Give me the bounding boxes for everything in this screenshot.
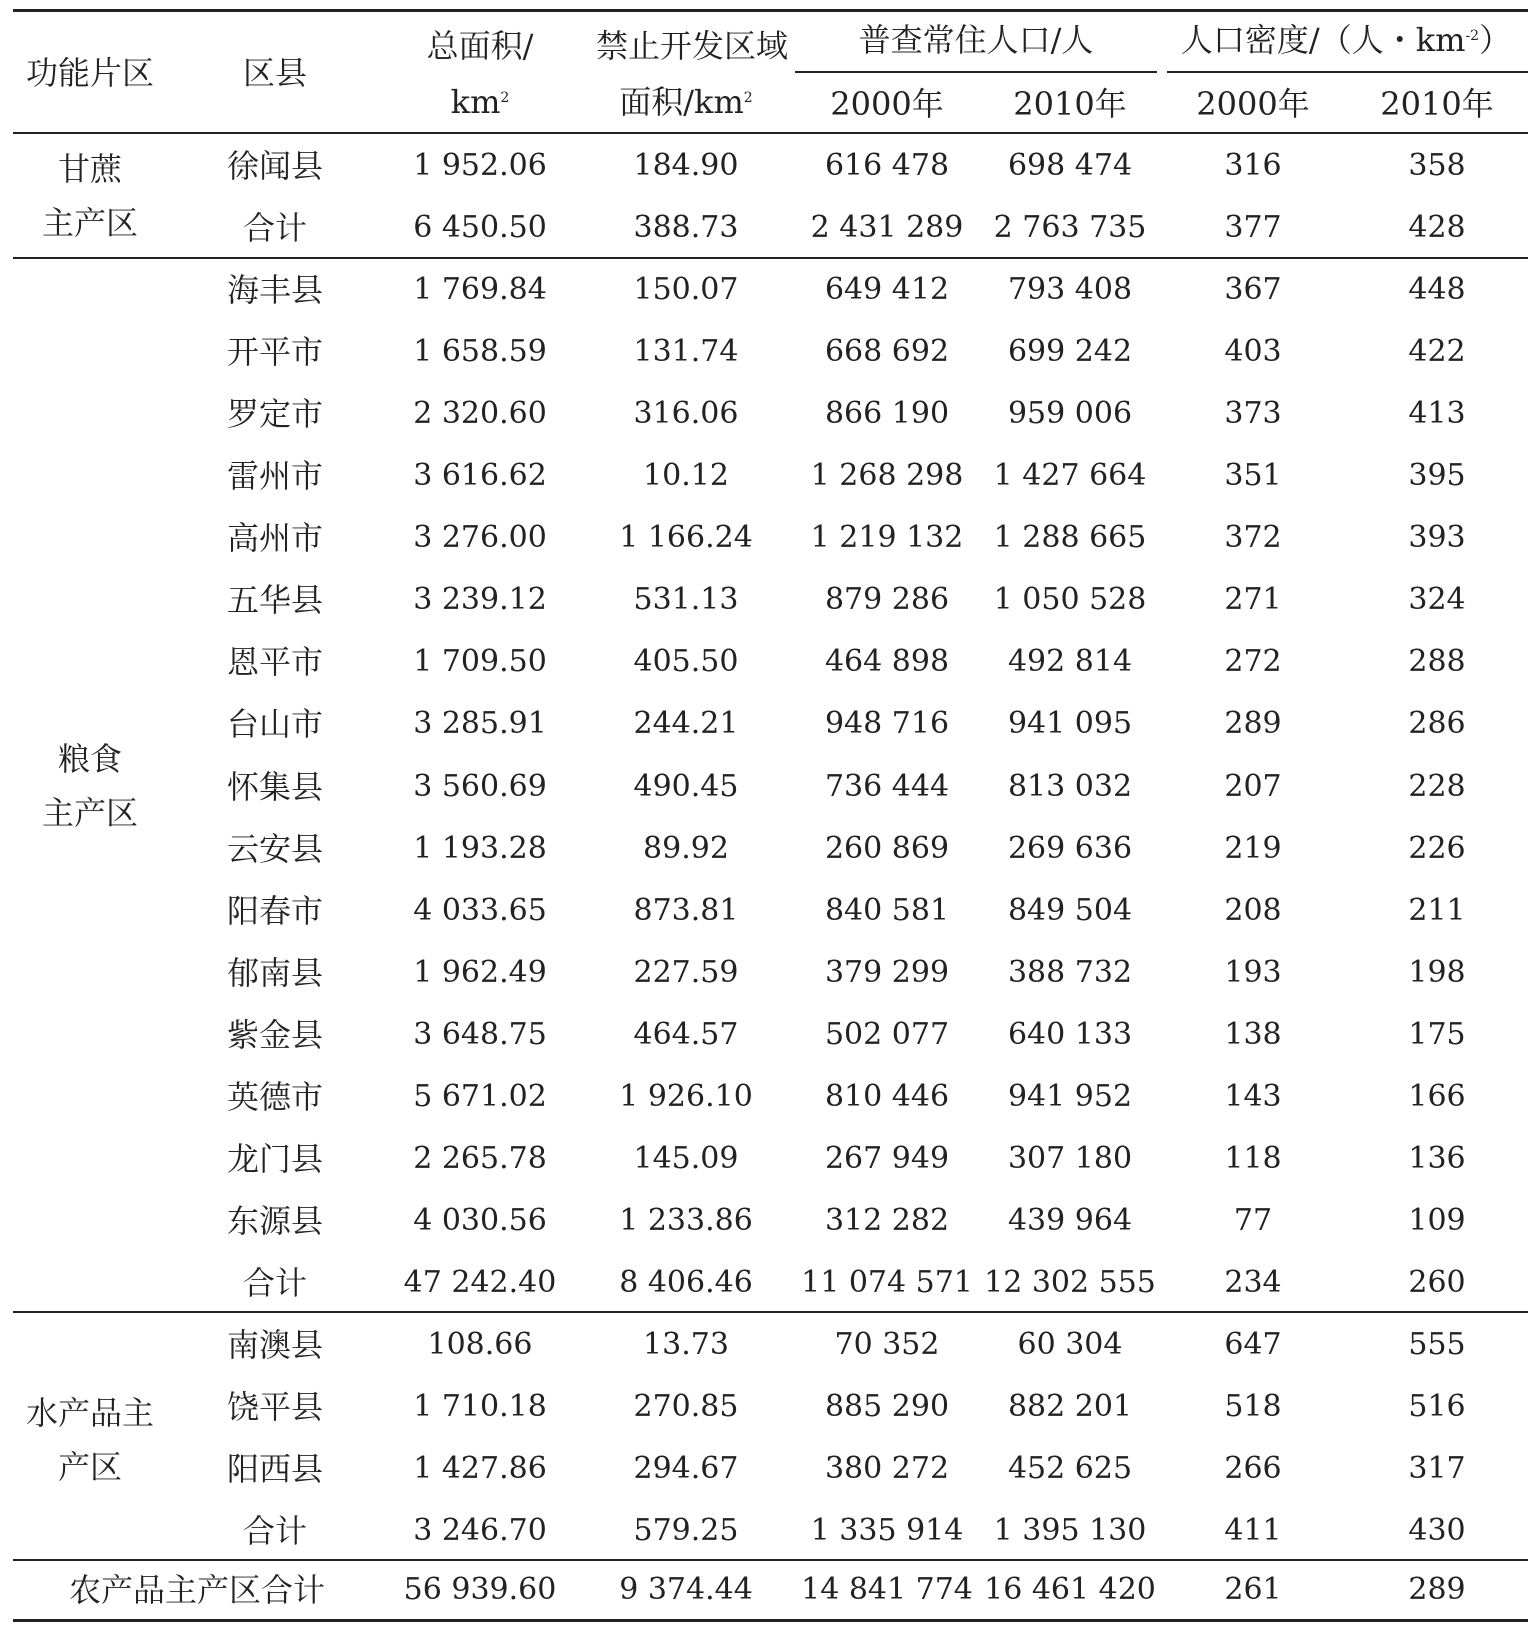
cell-total-area: 3 246.70 — [413, 1513, 547, 1548]
cell-density-2000: 266 — [1224, 1451, 1282, 1486]
cell-prohibited-area: 873.81 — [633, 893, 739, 928]
grand-total-density-2000: 261 — [1224, 1572, 1282, 1607]
cell-density-2010: 358 — [1408, 148, 1466, 183]
header-total-area-unit — [390, 84, 570, 120]
cell-pop-2010: 492 814 — [1007, 644, 1133, 679]
grand-total-area: 56 939.60 — [403, 1572, 557, 1607]
header-pop-2000: 2000年 — [830, 85, 944, 123]
cell-prohibited-area: 1 926.10 — [619, 1079, 753, 1114]
header-population: 普查常住人口/人 — [858, 21, 1094, 59]
cell-density-2000: 272 — [1224, 644, 1282, 679]
cell-pop-2000: 810 446 — [824, 1079, 950, 1114]
header-total-area-unit-text: km — [450, 83, 501, 121]
header-pop-2010: 2010年 — [1013, 85, 1127, 123]
cell-density-2010: 228 — [1408, 769, 1466, 804]
cell-density-2000: 143 — [1224, 1079, 1282, 1114]
grand-total-pop-2010: 16 461 420 — [984, 1572, 1156, 1607]
header-total-area-sup: 2 — [500, 90, 510, 106]
cell-pop-2000: 502 077 — [824, 1017, 950, 1052]
cell-total-area: 47 242.40 — [403, 1265, 557, 1300]
cell-total-area: 4 033.65 — [413, 893, 547, 928]
cell-density-2010: 286 — [1408, 706, 1466, 741]
cell-pop-2010: 793 408 — [1007, 272, 1133, 307]
cell-pop-2010: 2 763 735 — [993, 210, 1147, 245]
cell-county: 罗定市 — [226, 395, 323, 433]
cell-pop-2010: 12 302 555 — [984, 1265, 1156, 1300]
cell-total-area: 5 671.02 — [413, 1079, 547, 1114]
cell-county: 郁南县 — [226, 954, 323, 992]
grand-total-label: 农产品主产区合计 — [68, 1571, 325, 1609]
cell-pop-2010: 941 952 — [1007, 1079, 1133, 1114]
cell-density-2010: 136 — [1408, 1141, 1466, 1176]
cell-density-2010: 324 — [1408, 582, 1466, 617]
cell-county: 开平市 — [226, 333, 323, 371]
header-density-2000: 2000年 — [1196, 85, 1310, 123]
cell-density-2000: 411 — [1224, 1513, 1282, 1548]
cell-total-area: 6 450.50 — [413, 210, 547, 245]
cell-density-2010: 428 — [1408, 210, 1466, 245]
cell-density-2010: 260 — [1408, 1265, 1466, 1300]
cell-pop-2010: 388 732 — [1007, 955, 1133, 990]
cell-total-area: 2 265.78 — [413, 1141, 547, 1176]
group1-rule — [13, 257, 1528, 259]
cell-county: 紫金县 — [226, 1016, 323, 1054]
header-rule — [13, 132, 1528, 134]
grand-total-density-2010: 289 — [1408, 1572, 1466, 1607]
header-total-area — [390, 28, 570, 64]
group2-rule — [13, 1311, 1528, 1313]
cell-density-2010: 175 — [1408, 1017, 1466, 1052]
cell-density-2000: 138 — [1224, 1017, 1282, 1052]
cell-county: 南澳县 — [226, 1326, 323, 1364]
cell-total-area: 1 769.84 — [413, 272, 547, 307]
cell-pop-2000: 464 898 — [824, 644, 950, 679]
cell-pop-2000: 1 219 132 — [810, 520, 964, 555]
cell-total-area: 3 285.91 — [413, 706, 547, 741]
cell-county: 怀集县 — [226, 768, 323, 806]
cell-pop-2010: 452 625 — [1007, 1451, 1133, 1486]
cell-pop-2010: 698 474 — [1007, 148, 1133, 183]
cell-density-2010: 226 — [1408, 831, 1466, 866]
cell-density-2000: 367 — [1224, 272, 1282, 307]
cell-density-2010: 109 — [1408, 1203, 1466, 1238]
cell-prohibited-area: 89.92 — [643, 831, 729, 866]
cell-prohibited-area: 531.13 — [633, 582, 739, 617]
cell-pop-2000: 736 444 — [824, 769, 950, 804]
cell-pop-2000: 879 286 — [824, 582, 950, 617]
cell-county: 阳春市 — [226, 892, 323, 930]
cell-pop-2000: 1 335 914 — [810, 1513, 964, 1548]
cell-density-2010: 516 — [1408, 1389, 1466, 1424]
cell-pop-2000: 948 716 — [824, 706, 950, 741]
group-label-aquatic: 水产品主 产区 — [25, 1394, 154, 1486]
cell-density-2000: 403 — [1224, 334, 1282, 369]
cell-pop-2000: 380 272 — [824, 1451, 950, 1486]
cell-pop-2000: 267 949 — [824, 1141, 950, 1176]
cell-pop-2010: 849 504 — [1007, 893, 1133, 928]
header-density-label: 人口密度/（人・km — [1180, 21, 1466, 59]
cell-total-area: 1 710.18 — [413, 1389, 547, 1424]
cell-density-2000: 647 — [1224, 1327, 1282, 1362]
grand-total-pop-2000: 14 841 774 — [801, 1572, 973, 1607]
cell-pop-2010: 699 242 — [1007, 334, 1133, 369]
cell-density-2000: 234 — [1224, 1265, 1282, 1300]
cell-density-2000: 373 — [1224, 396, 1282, 431]
cell-prohibited-area: 13.73 — [643, 1327, 729, 1362]
cell-county: 饶平县 — [226, 1388, 323, 1426]
cell-county: 合计 — [242, 1264, 307, 1302]
cell-density-2000: 351 — [1224, 458, 1282, 493]
cell-prohibited-area: 490.45 — [633, 769, 739, 804]
cell-prohibited-area: 184.90 — [633, 148, 739, 183]
grand-total-prohibited: 9 374.44 — [619, 1572, 753, 1607]
cell-density-2000: 77 — [1233, 1203, 1273, 1238]
cell-pop-2010: 1 050 528 — [993, 582, 1147, 617]
cell-density-2000: 518 — [1224, 1389, 1282, 1424]
cell-total-area: 3 648.75 — [413, 1017, 547, 1052]
cell-total-area: 1 193.28 — [413, 831, 547, 866]
group3-rule — [13, 1559, 1528, 1561]
cell-prohibited-area: 10.12 — [643, 458, 729, 493]
cell-pop-2010: 1 288 665 — [993, 520, 1147, 555]
cell-county: 台山市 — [226, 705, 323, 743]
header-county: 区县 — [242, 54, 307, 92]
cell-density-2000: 219 — [1224, 831, 1282, 866]
cell-total-area: 1 658.59 — [413, 334, 547, 369]
cell-pop-2000: 649 412 — [824, 272, 950, 307]
population-subrule — [795, 71, 1157, 73]
header-density-sup: -2 — [1465, 28, 1480, 44]
cell-pop-2000: 379 299 — [824, 955, 950, 990]
group-label-grain: 粮食 主产区 — [41, 740, 138, 832]
cell-prohibited-area: 270.85 — [633, 1389, 739, 1424]
cell-prohibited-area: 388.73 — [633, 210, 739, 245]
cell-prohibited-area: 244.21 — [633, 706, 739, 741]
cell-county: 徐闻县 — [226, 147, 323, 185]
cell-county: 阳西县 — [226, 1450, 323, 1488]
cell-prohibited-area: 294.67 — [633, 1451, 739, 1486]
density-subrule — [1167, 71, 1528, 73]
cell-pop-2000: 2 431 289 — [810, 210, 964, 245]
cell-total-area: 108.66 — [427, 1327, 533, 1362]
cell-density-2010: 166 — [1408, 1079, 1466, 1114]
cell-density-2010: 288 — [1408, 644, 1466, 679]
cell-prohibited-area: 1 233.86 — [619, 1203, 753, 1238]
cell-county: 高州市 — [226, 519, 323, 557]
header-density-close: ） — [1479, 21, 1512, 59]
cell-density-2000: 271 — [1224, 582, 1282, 617]
cell-pop-2000: 70 352 — [834, 1327, 940, 1362]
cell-density-2000: 316 — [1224, 148, 1282, 183]
cell-density-2010: 448 — [1408, 272, 1466, 307]
cell-total-area: 3 276.00 — [413, 520, 547, 555]
cell-total-area: 1 952.06 — [413, 148, 547, 183]
top-rule — [13, 9, 1528, 12]
header-zone: 功能片区 — [25, 54, 154, 92]
cell-pop-2000: 616 478 — [824, 148, 950, 183]
cell-total-area: 3 616.62 — [413, 458, 547, 493]
cell-county: 东源县 — [226, 1202, 323, 1240]
cell-pop-2000: 866 190 — [824, 396, 950, 431]
header-prohibited-line1: 禁止开发区域 — [596, 27, 789, 65]
group-label-sugarcane: 甘蔗 主产区 — [41, 150, 138, 242]
cell-county: 海丰县 — [226, 271, 323, 309]
cell-pop-2010: 439 964 — [1007, 1203, 1133, 1238]
cell-pop-2010: 959 006 — [1007, 396, 1133, 431]
cell-pop-2010: 813 032 — [1007, 769, 1133, 804]
cell-prohibited-area: 579.25 — [633, 1513, 739, 1548]
cell-density-2010: 211 — [1408, 893, 1466, 928]
cell-county: 英德市 — [226, 1078, 323, 1116]
header-prohibited-sup: 2 — [743, 90, 753, 106]
cell-total-area: 1 427.86 — [413, 1451, 547, 1486]
cell-density-2000: 207 — [1224, 769, 1282, 804]
cell-pop-2010: 1 395 130 — [993, 1513, 1147, 1548]
cell-pop-2010: 307 180 — [1007, 1141, 1133, 1176]
cell-prohibited-area: 150.07 — [633, 272, 739, 307]
cell-prohibited-area: 131.74 — [633, 334, 739, 369]
cell-pop-2010: 60 304 — [1017, 1327, 1123, 1362]
cell-county: 云安县 — [226, 830, 323, 868]
cell-pop-2000: 885 290 — [824, 1389, 950, 1424]
cell-density-2010: 198 — [1408, 955, 1466, 990]
cell-county: 恩平市 — [226, 643, 323, 681]
cell-prohibited-area: 464.57 — [633, 1017, 739, 1052]
cell-density-2010: 555 — [1408, 1327, 1466, 1362]
cell-prohibited-area: 316.06 — [633, 396, 739, 431]
cell-density-2010: 393 — [1408, 520, 1466, 555]
cell-pop-2000: 840 581 — [824, 893, 950, 928]
cell-pop-2000: 11 074 571 — [801, 1265, 973, 1300]
cell-prohibited-area: 405.50 — [633, 644, 739, 679]
cell-pop-2000: 260 869 — [824, 831, 950, 866]
cell-county: 合计 — [242, 209, 307, 247]
cell-density-2000: 118 — [1224, 1141, 1282, 1176]
cell-density-2000: 377 — [1224, 210, 1282, 245]
cell-total-area: 1 962.49 — [413, 955, 547, 990]
cell-total-area: 4 030.56 — [413, 1203, 547, 1238]
cell-density-2010: 422 — [1408, 334, 1466, 369]
cell-county: 龙门县 — [226, 1140, 323, 1178]
cell-density-2010: 317 — [1408, 1451, 1466, 1486]
cell-density-2000: 208 — [1224, 893, 1282, 928]
header-prohibited-unit: 面积/km — [619, 83, 744, 121]
cell-prohibited-area: 8 406.46 — [619, 1265, 753, 1300]
cell-county: 合计 — [242, 1512, 307, 1550]
cell-pop-2010: 941 095 — [1007, 706, 1133, 741]
cell-density-2000: 193 — [1224, 955, 1282, 990]
cell-density-2000: 372 — [1224, 520, 1282, 555]
cell-total-area: 3 239.12 — [413, 582, 547, 617]
cell-pop-2010: 269 636 — [1007, 831, 1133, 866]
cell-pop-2010: 1 427 664 — [993, 458, 1147, 493]
header-density — [1166, 22, 1526, 58]
bottom-rule — [13, 1619, 1528, 1622]
cell-total-area: 1 709.50 — [413, 644, 547, 679]
cell-prohibited-area: 227.59 — [633, 955, 739, 990]
cell-prohibited-area: 1 166.24 — [619, 520, 753, 555]
header-total-area-label: 总面积/ — [426, 27, 534, 65]
cell-prohibited-area: 145.09 — [633, 1141, 739, 1176]
header-density-2010: 2010年 — [1380, 85, 1494, 123]
cell-pop-2000: 312 282 — [824, 1203, 950, 1238]
cell-pop-2000: 668 692 — [824, 334, 950, 369]
cell-pop-2010: 882 201 — [1007, 1389, 1133, 1424]
header-prohibited-line2 — [596, 84, 776, 120]
cell-county: 五华县 — [226, 581, 323, 619]
cell-total-area: 3 560.69 — [413, 769, 547, 804]
cell-pop-2010: 640 133 — [1007, 1017, 1133, 1052]
cell-density-2010: 395 — [1408, 458, 1466, 493]
cell-pop-2000: 1 268 298 — [810, 458, 964, 493]
cell-density-2000: 289 — [1224, 706, 1282, 741]
cell-density-2010: 430 — [1408, 1513, 1466, 1548]
cell-density-2010: 413 — [1408, 396, 1466, 431]
cell-county: 雷州市 — [226, 457, 323, 495]
cell-total-area: 2 320.60 — [413, 396, 547, 431]
